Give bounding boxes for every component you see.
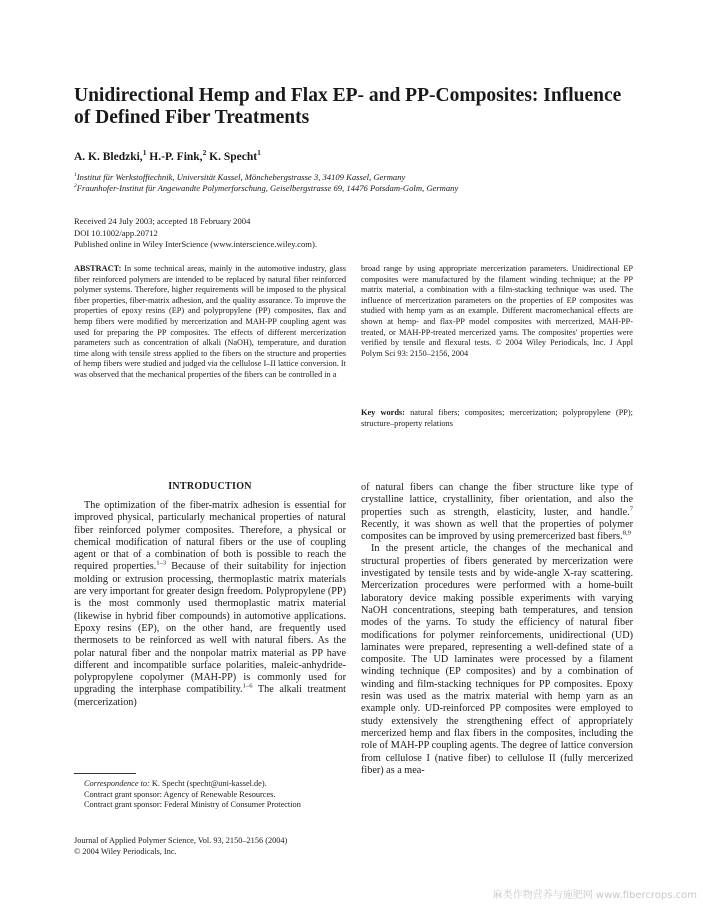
copyright-line: © 2004 Wiley Periodicals, Inc.	[74, 846, 177, 856]
affiliation-line	[74, 183, 634, 194]
abstract-text-left: In some technical areas, mainly in the automotive industry, glass fiber reinforced polymers are intended to be replaced by natural fiber reinforced polymer systems. Therefore, higher requirements will be imposed to the physical fiber properties, fiber-matrix adhesion, and the quality assurance. To improve the properties of epoxy resins (EP) and polypropylene (PP) composites, flax and hemp fibers were modified by mercerization and MAH-PP coupling agent was used for preparing the PP composites. The effects of different mercerization parameters such as concentration of alkali (NaOH), temperature, and duration time along with tensile stress applied to the fibers on the structure and properties of hemp fibers were studied and judged via the cellulose I–II lattice conversion. It was observed that the mechanical properties of the fibers can be controlled in a	[74, 264, 346, 379]
correspondence-note	[74, 779, 346, 790]
author-affiliation-mark: 1	[257, 148, 261, 158]
grant-sponsor-note: Contract grant sponsor: Federal Ministry of Consumer Protection	[84, 800, 301, 810]
body-text: Recently, it was shown as well that the properties of polymer composites can be improved by using premercerized bast fibers.	[361, 518, 633, 543]
author-list	[74, 148, 261, 163]
affiliation-mark: 1	[74, 172, 77, 179]
received-dates: Received 24 July 2003; accepted 18 February 2004	[74, 216, 251, 226]
introduction-left-column	[74, 500, 346, 709]
published-online: Published online in Wiley InterScience (www.interscience.wiley.com).	[74, 239, 317, 249]
keywords	[361, 408, 633, 429]
doi: DOI 10.1002/app.20712	[74, 227, 158, 238]
affiliation-line	[74, 172, 634, 183]
body-paragraph: In the present article, the changes of the mechanical and structural properties of fibers generated by mercerization were investigated by tensile tests and by wide-angle X-ray scattering. Mercerization procedures were performed with a home-built laboratory device making possible experiments with varying NaOH concentrations, steeping bath temperatures, and tension modes of the yarns. To study the efficiency of natural fiber modifications for polymer reinforcements, unidirectional (UD) laminates were prepared, representing a well-defined state of a composite. The UD laminates were processed by a filament winding technique (EP composites) and by a combination of winding and film-stacking techniques for PP composites. Epoxy resin was used as the matrix material with hemp yarn as an example only. UD-reinforced PP composites were employed to study extensively the strengthening effect of appropriately mercerized hemp and flax fibers in the composites, including the role of MAH-PP coupling agents. The degree of lattice conversion from cellulose I (native fiber) to cellulose II (fully mercerized fiber) as a mea-	[361, 543, 633, 776]
citation-ref: 1–6	[242, 683, 253, 691]
journal-citation	[74, 836, 346, 857]
grant-sponsor-note: Contract grant sponsor: Agency of Renewable Resources.	[84, 789, 276, 799]
correspondence-text: K. Specht (specht@uni-kassel.de).	[149, 779, 267, 788]
keywords-text: natural fibers; composites; mercerization; polypropylene (PP); structure–property relations	[361, 408, 633, 428]
affiliation-text: Institut für Werkstofftechnik, Universität Kassel, Mönchebergstrasse 3, 34109 Kassel, Germany	[76, 172, 406, 182]
paper-title: Unidirectional Hemp and Flax EP- and PP-Composites: Influence of Defined Fiber Treatments	[74, 85, 622, 128]
body-text: The alkali treatment (mercerization)	[74, 684, 347, 708]
footnotes	[74, 779, 346, 811]
citation-ref: 8,9	[622, 529, 631, 537]
affiliation-text: Fraunhofer-Institut für Angewandte Polymerforschung, Geiselbergstrasse 69, 14476 Potsdam-Golm, Germany	[76, 183, 459, 193]
correspondence-label: Correspondence to:	[84, 779, 150, 788]
citation-ref: 1–3	[156, 560, 167, 568]
abstract-label: ABSTRACT:	[74, 264, 122, 273]
author-name: A. K. Bledzki,	[74, 151, 143, 163]
citation-ref: 7	[629, 505, 633, 513]
author-name: H.-P. Fink,	[146, 151, 203, 163]
body-paragraph	[361, 482, 633, 543]
author-affiliation-mark: 1	[142, 148, 147, 158]
body-text: Because of their suitability for injection molding or extrusion processing, thermoplastic matrix materials are very important for greater design freedom. Polypropylene (PP) is the most commonly used thermoplastic matrix material (likewise in hybrid fiber compounds) in automotive applications. Epoxy resins (EP), on the other hand, are frequently used thermosets to be reinforced as well with natural fibers. As the polar natural fiber and the nonpolar matrix material as PP have different and incompatible surface polarities, maleic-anhydride-polypropylene copolymer (MAH-PP) is commonly used for upgrading the interphase compatibility.	[74, 561, 346, 696]
footnote-rule	[74, 773, 136, 774]
publication-history	[74, 216, 634, 251]
abstract-right-column: broad range by using appropriate mercerization parameters. Unidirectional EP composites were manufactured by the filament winding technique; at the PP matrix material, a combination with a film-stacking technique was used. The influence of mercerization parameters on the properties of EP composites was studied with hemp yarn as an example. Different macromechanical effects are shown at hemp- and flax-PP model composites with mercerized, MAH-PP-treated, or MAH-PP-treated mercerized yarns. The composites' properties were verified by tensile and flexural tests. © 2004 Wiley Periodicals, Inc. J Appl Polym Sci 93: 2150–2156, 2004	[361, 264, 633, 358]
body-text: The optimization of the fiber-matrix adhesion is essential for improved physical, particularly mechanical properties of natural fiber reinforced polymer composites. Therefore, a physical or chemical modification of natural fibers or the use of coupling agent or that of a combination of both is possible to reach the required properties.	[74, 500, 346, 573]
abstract-left-column	[74, 264, 346, 381]
author-affiliation-mark: 2	[202, 148, 207, 158]
introduction-right-column	[361, 482, 633, 777]
affiliations	[74, 172, 634, 194]
keywords-label: Key words:	[361, 408, 405, 417]
journal-reference: Journal of Applied Polymer Science, Vol. 93, 2150–2156 (2004)	[74, 836, 288, 845]
watermark-text: 麻类作物营养与施肥网 www.fibercrops.com	[492, 890, 697, 901]
body-text: of natural fibers can change the fiber structure like type of crystalline lattice, crystallinity, fiber orientation, and also the properties such as strength, elasticity, luster, and handle.	[361, 482, 633, 518]
author-name: K. Specht	[206, 151, 258, 163]
affiliation-mark: 2	[74, 183, 77, 190]
section-heading-introduction: INTRODUCTION	[168, 481, 252, 492]
